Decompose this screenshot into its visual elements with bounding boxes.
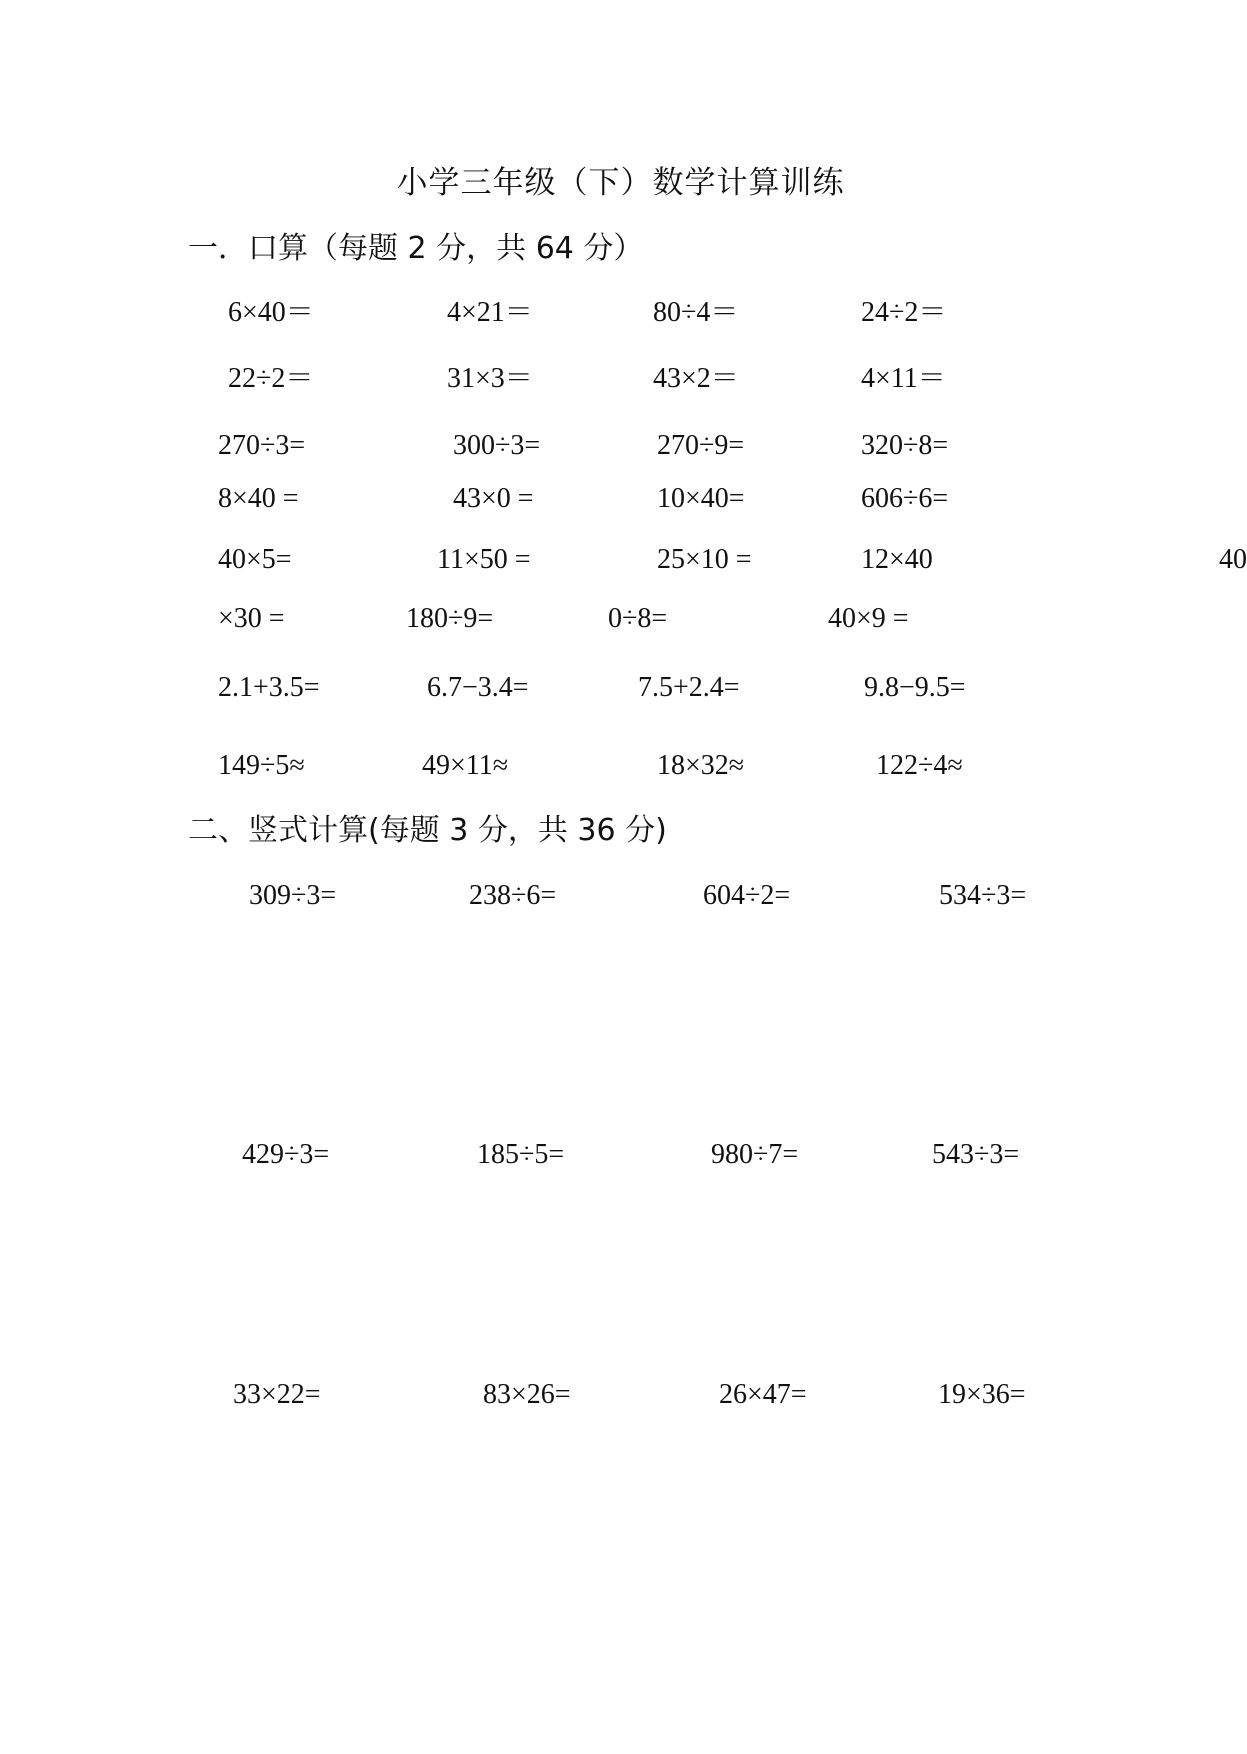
oral-problem: 49×11≈	[422, 750, 509, 781]
oral-problem: ×30 =	[218, 603, 285, 634]
oral-problem: 0÷8=	[608, 603, 668, 634]
oral-problem: 6.7−3.4=	[427, 672, 529, 703]
oral-problem: 320÷8=	[861, 430, 949, 461]
vertical-problem: 309÷3=	[249, 880, 337, 911]
vertical-problem: 33×22=	[233, 1379, 321, 1410]
oral-problem: 606÷6=	[861, 483, 949, 514]
section-1-heading: 一．口算（每题 2 分，共 64 分）	[188, 231, 644, 266]
oral-problem: 4×21＝	[447, 297, 533, 328]
vertical-problem: 19×36=	[938, 1379, 1026, 1410]
oral-problem: 24÷2＝	[861, 297, 947, 328]
oral-problem: 31×3＝	[447, 363, 533, 394]
oral-problem: 122÷4≈	[876, 750, 963, 781]
oral-problem: 22÷2＝	[228, 363, 314, 394]
oral-problem: 40×9 =	[828, 603, 909, 634]
oral-problem: 4×11＝	[861, 363, 946, 394]
oral-problem: 300÷3=	[453, 430, 541, 461]
oral-problem: 25×10 =	[657, 544, 752, 575]
vertical-problem: 429÷3=	[242, 1139, 330, 1170]
vertical-problem: 238÷6=	[469, 880, 557, 911]
oral-problem: 8×40 =	[218, 483, 299, 514]
oral-problem: 270÷3=	[218, 430, 306, 461]
vertical-problem: 26×47=	[719, 1379, 807, 1410]
oral-problem: 40×5=	[218, 544, 292, 575]
oral-problem: 149÷5≈	[218, 750, 305, 781]
vertical-problem: 83×26=	[483, 1379, 571, 1410]
oral-problem: 6×40＝	[228, 297, 314, 328]
vertical-problem: 980÷7=	[711, 1139, 799, 1170]
oral-problem: 270÷9=	[657, 430, 745, 461]
vertical-problem: 604÷2=	[703, 880, 791, 911]
vertical-problem: 185÷5=	[477, 1139, 565, 1170]
oral-problem-overflow: 40	[1219, 544, 1247, 575]
oral-problem: 7.5+2.4=	[638, 672, 740, 703]
oral-problem: 18×32≈	[657, 750, 745, 781]
oral-problem: 9.8−9.5=	[864, 672, 966, 703]
oral-problem: 10×40=	[657, 483, 745, 514]
oral-problem: 2.1+3.5=	[218, 672, 320, 703]
vertical-problem: 543÷3=	[932, 1139, 1020, 1170]
section-2-heading: 二、竖式计算(每题 3 分，共 36 分)	[188, 813, 667, 848]
worksheet-title: 小学三年级（下）数学计算训练	[396, 165, 845, 201]
vertical-problem: 534÷3=	[939, 880, 1027, 911]
oral-problem: 43×2＝	[653, 363, 739, 394]
oral-problem: 43×0 =	[453, 483, 534, 514]
oral-problem: 11×50 =	[437, 544, 531, 575]
oral-problem: 180÷9=	[406, 603, 494, 634]
oral-problem: 80÷4＝	[653, 297, 739, 328]
oral-problem: 12×40	[861, 544, 933, 575]
